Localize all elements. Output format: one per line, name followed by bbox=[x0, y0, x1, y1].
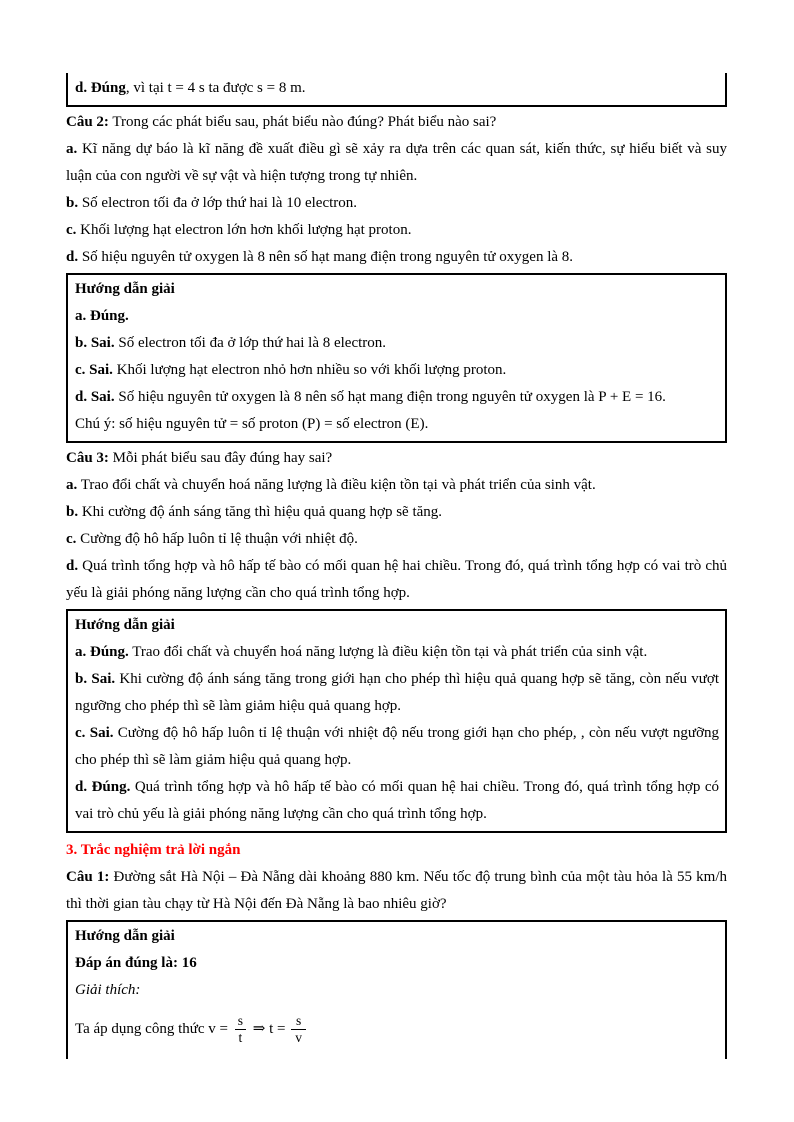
solution-line-b bbox=[75, 666, 719, 720]
solution-heading bbox=[75, 923, 719, 950]
solution-line-a bbox=[75, 639, 719, 666]
text-segment-bold: b. Sai. bbox=[75, 671, 116, 687]
solution-box-question-3 bbox=[66, 609, 727, 833]
text-segment-bold: d. Đúng. bbox=[75, 779, 131, 795]
question-1-heading bbox=[66, 864, 727, 918]
text-segment: Cường độ hô hấp luôn tỉ lệ thuận với nhiệt độ. bbox=[76, 531, 358, 547]
text-segment-bold: c. bbox=[66, 222, 77, 238]
text-segment: Số electron tối đa ở lớp thứ hai là 10 electron. bbox=[78, 195, 358, 211]
text-segment-italic: Giải thích: bbox=[75, 982, 141, 998]
text-segment: Cường độ hô hấp luôn tỉ lệ thuận với nhiệt độ nếu trong giới hạn cho phép, , còn nếu vượt ngưỡng cho phép thì sẽ làm giảm hiệu quả quang hợp. bbox=[75, 725, 719, 768]
solution-line-b bbox=[75, 330, 719, 357]
text-segment-bold: b. Sai. bbox=[75, 335, 115, 351]
question-2-statement-c bbox=[66, 217, 727, 244]
text-segment-bold: b. bbox=[66, 195, 79, 211]
answer-line bbox=[75, 950, 719, 977]
explanation-label bbox=[75, 977, 719, 1004]
text-segment-bold: c. bbox=[66, 531, 77, 547]
text-segment-bold: a. bbox=[66, 141, 78, 157]
text-segment-bold: Đáp án đúng là: 16 bbox=[75, 955, 197, 971]
text-segment: Trong các phát biểu sau, phát biểu nào đúng? Phát biểu nào sai? bbox=[108, 114, 497, 130]
question-3-statement-b bbox=[66, 499, 727, 526]
solution-note bbox=[75, 411, 719, 438]
text-segment: Khối lượng hạt electron lớn hơn khối lượng hạt proton. bbox=[76, 222, 412, 238]
text-segment: Kĩ năng dự báo là kĩ năng đề xuất điều gì sẽ xảy ra dựa trên các quan sát, kiến thức, sự hiểu biết và suy luận của con người về sự vật và hiện tượng trong tự nhiên. bbox=[66, 141, 727, 184]
fraction-numerator: s bbox=[237, 1012, 244, 1028]
text-segment-bold: d. Đúng bbox=[75, 80, 126, 96]
solution-heading bbox=[75, 276, 719, 303]
text-segment-bold: c. Sai. bbox=[75, 725, 114, 741]
text-segment-bold: Câu 1: bbox=[66, 869, 110, 885]
text-segment-bold: Câu 2: bbox=[66, 114, 109, 130]
text-segment: , vì tại t = 4 s ta được s = 8 m. bbox=[125, 80, 306, 96]
text-segment: Quá trình tổng hợp và hô hấp tế bào có mối quan hệ hai chiều. Trong đó, quá trình tổng hợp có vai trò chủ yếu là giải phóng năng lượng cần cho quá trình tổng hợp. bbox=[75, 779, 719, 822]
solution-box-question-2 bbox=[66, 273, 727, 443]
text-segment: Chú ý: số hiệu nguyên tử = số proton (P) = số electron (E). bbox=[75, 416, 429, 432]
solution-box-previous-question bbox=[66, 73, 727, 107]
fraction-numerator: s bbox=[295, 1012, 302, 1028]
question-2-statement-a bbox=[66, 136, 727, 190]
solution-line-c bbox=[75, 357, 719, 384]
fraction-denominator: t bbox=[235, 1029, 247, 1046]
text-segment: Khi cường độ ánh sáng tăng thì hiệu quả quang hợp sẽ tăng. bbox=[78, 504, 443, 520]
text-segment-bold: d. bbox=[66, 558, 79, 574]
text-segment: Trao đổi chất và chuyển hoá năng lượng là điều kiện tồn tại và phát triển của sinh vật. bbox=[128, 644, 648, 660]
solution-line-d bbox=[75, 75, 719, 102]
text-segment: 3. Trắc nghiệm trả lời ngắn bbox=[66, 842, 241, 858]
question-2-statement-b bbox=[66, 190, 727, 217]
text-segment: Số hiệu nguyên tử oxygen là 8 nên số hạt mang điện trong nguyên tử oxygen là P + E = 16. bbox=[114, 389, 666, 405]
text-segment: Khối lượng hạt electron nhỏ hơn nhiều so với khối lượng proton. bbox=[112, 362, 507, 378]
question-3-statement-c bbox=[66, 526, 727, 553]
text-segment-bold: Hướng dẫn giải bbox=[75, 928, 175, 944]
text-segment: Quá trình tổng hợp và hô hấp tế bào có mối quan hệ hai chiều. Trong đó, quá trình tổng hợp có vai trò chủ yếu là giải phóng năng lượng cần cho quá trình tổng hợp. bbox=[66, 558, 727, 601]
text-segment-bold: d. Sai. bbox=[75, 389, 115, 405]
solution-line-c bbox=[75, 720, 719, 774]
text-segment-bold: d. bbox=[66, 249, 79, 265]
question-3-statement-a bbox=[66, 472, 727, 499]
text-segment: Số hiệu nguyên tử oxygen là 8 nên số hạt mang điện trong nguyên tử oxygen là 8. bbox=[78, 249, 574, 265]
text-segment: Ta áp dụng công thức bbox=[75, 1020, 209, 1037]
solution-heading bbox=[75, 612, 719, 639]
text-segment: Trao đổi chất và chuyển hoá năng lượng là điều kiện tồn tại và phát triển của sinh vật. bbox=[77, 477, 596, 493]
text-segment: Đường sắt Hà Nội – Đà Nẵng dài khoảng 880 km. Nếu tốc độ trung bình của một tàu hỏa là 55 km/h thì thời gian tàu chạy từ Hà Nội đến Đà Nẵng là bao nhiêu giờ? bbox=[66, 869, 727, 912]
solution-line-a bbox=[75, 303, 719, 330]
question-3-statement-d bbox=[66, 553, 727, 607]
question-3-heading bbox=[66, 445, 727, 472]
question-2-statement-d bbox=[66, 244, 727, 271]
text-segment-bold: Câu 3: bbox=[66, 450, 109, 466]
section-heading-short-answer bbox=[66, 837, 727, 864]
solution-line-d bbox=[75, 384, 719, 411]
question-2-heading bbox=[66, 109, 727, 136]
solution-box-question-1 bbox=[66, 920, 727, 1059]
text-segment: Mỗi phát biểu sau đây đúng hay sai? bbox=[108, 450, 333, 466]
page-content bbox=[66, 73, 727, 1061]
text-segment-bold: c. Sai. bbox=[75, 362, 113, 378]
text-segment-bold: Hướng dẫn giải bbox=[75, 617, 175, 633]
text-segment-bold: a. Đúng. bbox=[75, 644, 129, 660]
solution-line-d bbox=[75, 774, 719, 828]
text-segment: Số electron tối đa ở lớp thứ hai là 8 electron. bbox=[114, 335, 387, 351]
formula-line bbox=[75, 1004, 719, 1054]
text-segment-bold: b. bbox=[66, 504, 79, 520]
text-segment: Khi cường độ ánh sáng tăng trong giới hạn cho phép thì hiệu quả quang hợp sẽ tăng, còn nếu vượt ngưỡng cho phép thì sẽ làm giảm hiệu quả quang hợp. bbox=[75, 671, 720, 714]
fraction-s-over-t bbox=[234, 1013, 247, 1045]
text-segment-bold: Hướng dẫn giải bbox=[75, 281, 175, 297]
text-segment-bold: a. Đúng. bbox=[75, 308, 129, 324]
text-segment: v = bbox=[208, 1020, 232, 1037]
fraction-denominator: v bbox=[291, 1029, 306, 1046]
text-segment-bold: a. bbox=[66, 477, 78, 493]
text-segment: ⇒ t = bbox=[249, 1020, 290, 1037]
fraction-s-over-v bbox=[291, 1013, 306, 1045]
